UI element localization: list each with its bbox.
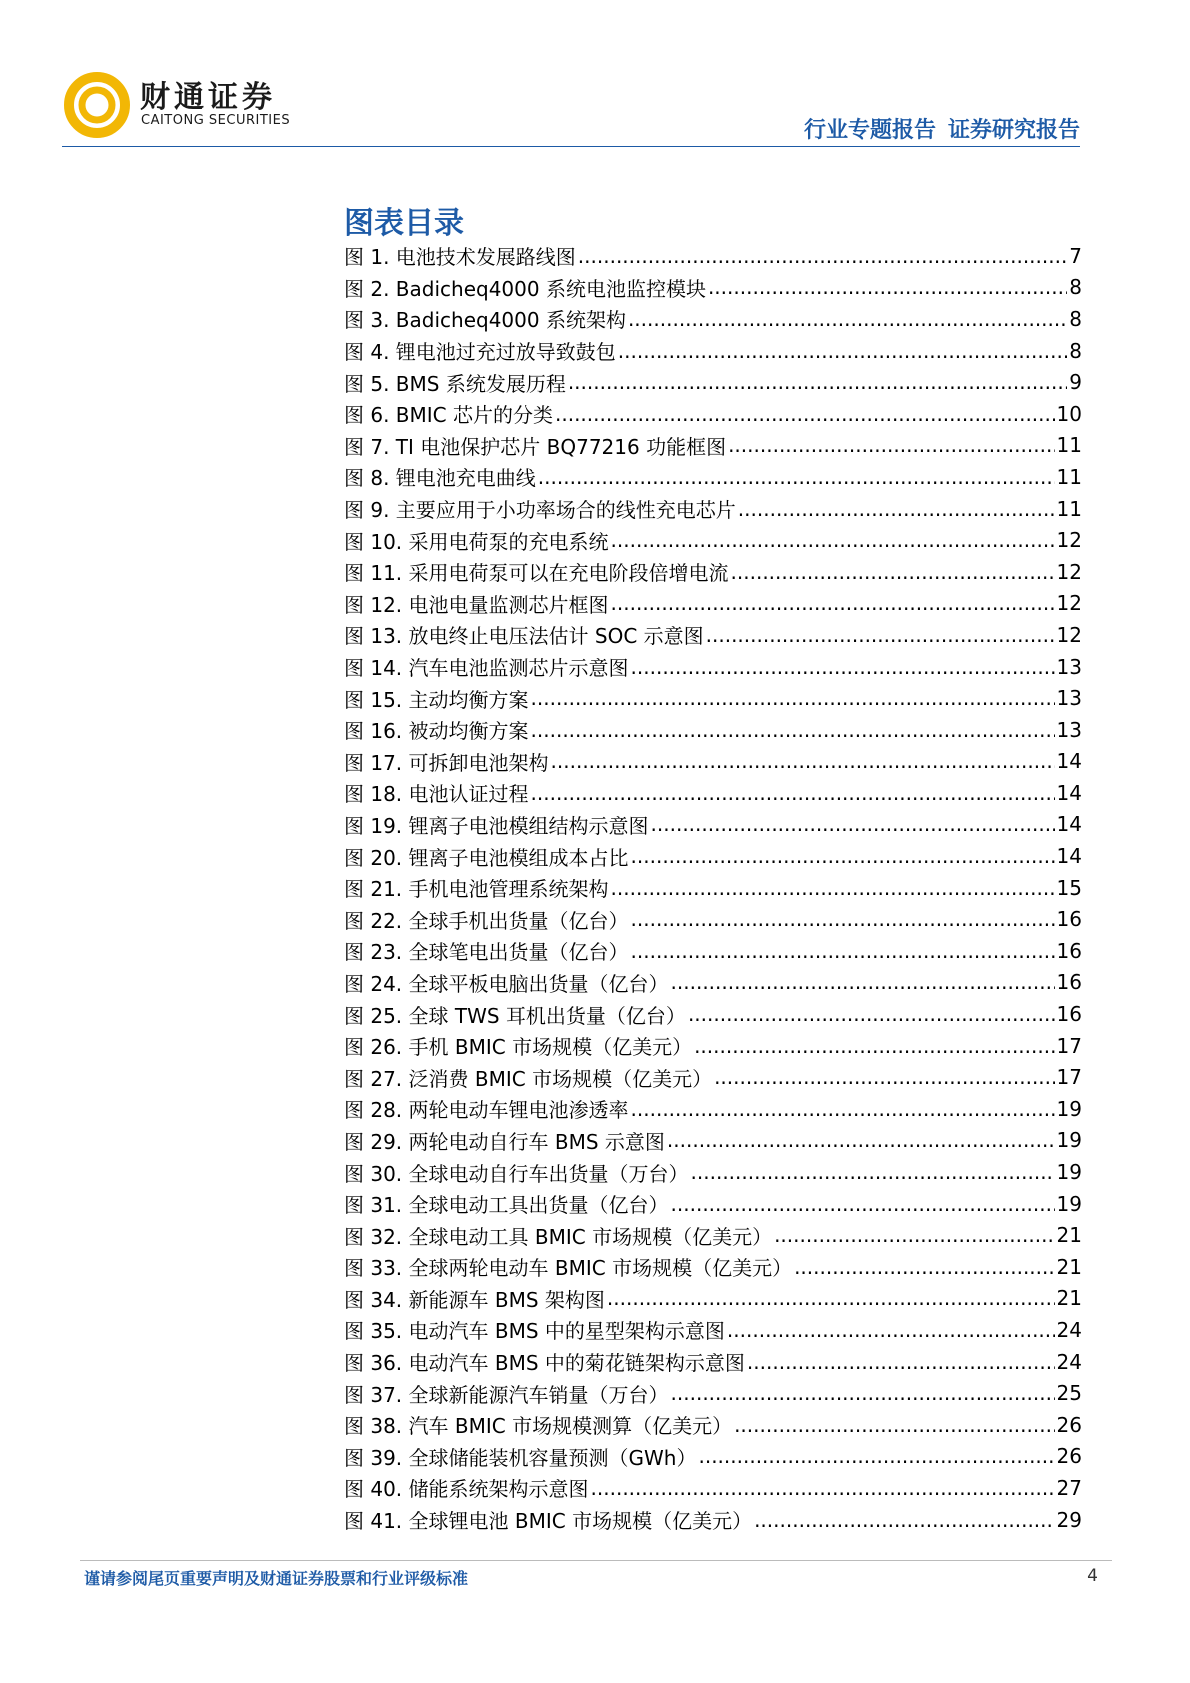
toc-item-page: 21 [1056,1223,1082,1248]
page-number: 4 [1087,1566,1098,1586]
toc-item[interactable] [344,1188,1082,1220]
toc-item[interactable] [344,682,1082,714]
toc-item-page: 12 [1056,591,1082,616]
toc-title: 图表目录 [344,206,464,241]
toc-item[interactable] [344,588,1082,620]
toc-leader-dots [708,277,1067,297]
toc-item-page: 13 [1056,686,1082,711]
toc-item[interactable] [344,240,1082,272]
toc-item-page: 19 [1056,1160,1082,1185]
toc-item-page: 10 [1056,401,1082,426]
toc-item[interactable] [344,619,1082,651]
toc-item[interactable] [344,935,1082,967]
toc-leader-dots [706,625,1055,645]
toc-leader-dots [611,593,1055,613]
toc-item-label: 图 12. 电池电量监测芯片框图 [344,592,609,617]
toc-leader-dots [618,341,1067,361]
toc-item-label: 图 3. Badicheq4000 系统架构 [344,308,626,333]
toc-item-label: 图 9. 主要应用于小功率场合的线性充电芯片 [344,498,736,523]
toc-item-label: 图 40. 储能系统架构示意图 [344,1477,589,1502]
toc-leader-dots [531,720,1055,740]
toc-item[interactable] [344,1409,1082,1441]
toc-item-page: 24 [1056,1349,1082,1374]
toc-item[interactable] [344,366,1082,398]
toc-item-page: 14 [1056,749,1082,774]
toc-item[interactable] [344,1314,1082,1346]
toc-leader-dots [628,309,1067,329]
toc-item-page: 26 [1056,1444,1082,1469]
toc-item-page: 11 [1056,433,1082,458]
toc-item-label: 图 11. 采用电荷泵可以在充电阶段倍增电流 [344,561,729,586]
toc-leader-dots [688,1004,1055,1024]
toc-item[interactable] [344,1219,1082,1251]
toc-leader-dots [731,562,1055,582]
toc-leader-dots [794,1257,1054,1277]
toc-item[interactable] [344,1030,1082,1062]
toc-item-page: 27 [1056,1475,1082,1500]
toc-item-page: 21 [1056,1286,1082,1311]
toc-item-page: 8 [1069,306,1082,331]
report-category: 证券研究报告 [947,118,1080,143]
toc-item-page: 7 [1069,243,1082,268]
toc-item-label: 图 19. 锂离子电池模组结构示意图 [344,813,649,838]
toc-leader-dots [591,1478,1055,1498]
toc-item[interactable] [344,398,1082,430]
toc-leader-dots [631,941,1055,961]
toc-item-label: 图 10. 采用电荷泵的充电系统 [344,529,609,554]
toc-item-page: 29 [1056,1507,1082,1532]
toc-item-label: 图 41. 全球锂电池 BMIC 市场规模（亿美元） [344,1509,753,1534]
toc-item-page: 8 [1069,338,1082,363]
toc-item-page: 17 [1056,1065,1082,1090]
toc-leader-dots [671,1383,1055,1403]
toc-leader-dots [734,1415,1054,1435]
toc-item-page: 21 [1056,1254,1082,1279]
toc-item[interactable] [344,1156,1082,1188]
toc-item-label: 图 17. 可拆卸电池架构 [344,750,549,775]
toc-leader-dots [694,1036,1054,1056]
toc-item-page: 8 [1069,275,1082,300]
toc-item-label: 图 26. 手机 BMIC 市场规模（亿美元） [344,1035,693,1060]
toc-leader-dots [728,435,1054,455]
footer-disclaimer[interactable]: 谨请参阅尾页重要声明及财通证券股票和行业评级标准 [84,1569,469,1588]
toc-item-page: 14 [1056,780,1082,805]
toc-item-page: 25 [1056,1381,1082,1406]
toc-item-page: 13 [1056,654,1082,679]
toc-item-page: 17 [1056,1033,1082,1058]
toc-item[interactable] [344,1441,1082,1473]
toc-leader-dots [671,1194,1055,1214]
toc-item-label: 图 31. 全球电动工具出货量（亿台） [344,1193,669,1218]
brand-name-en: CAITONG SECURITIES [141,113,291,128]
toc-item-label: 图 14. 汽车电池监测芯片示意图 [344,656,629,681]
toc-item-label: 图 4. 锂电池过充过放导致鼓包 [344,340,616,365]
toc-leader-dots [531,783,1055,803]
toc-leader-dots [738,499,1055,519]
toc-item[interactable] [344,430,1082,462]
toc-item[interactable] [344,1251,1082,1283]
toc-leader-dots [667,1130,1055,1150]
toc-item-page: 13 [1056,717,1082,742]
toc-item[interactable] [344,303,1082,335]
toc-item[interactable] [344,272,1082,304]
report-type: 行业专题报告 [803,118,936,143]
toc-item-label: 图 29. 两轮电动自行车 BMS 示意图 [344,1129,665,1154]
toc-leader-dots [631,909,1055,929]
toc-list [344,240,1082,1535]
toc-item[interactable] [344,651,1082,683]
toc-item-label: 图 7. TI 电池保护芯片 BQ77216 功能框图 [344,434,727,459]
toc-item-label: 图 33. 全球两轮电动车 BMIC 市场规模（亿美元） [344,1256,793,1281]
toc-item[interactable] [344,335,1082,367]
report-header [804,113,1080,144]
toc-leader-dots [747,1352,1055,1372]
toc-leader-dots [551,751,1055,771]
toc-leader-dots [714,1067,1054,1087]
toc-item-page: 12 [1056,622,1082,647]
toc-item[interactable] [344,872,1082,904]
toc-leader-dots [651,814,1055,834]
toc-item-label: 图 32. 全球电动工具 BMIC 市场规模（亿美元） [344,1224,773,1249]
toc-item-label: 图 35. 电动汽车 BMS 中的星型架构示意图 [344,1319,725,1344]
toc-item-page: 11 [1056,464,1082,489]
toc-item[interactable] [344,840,1082,872]
toc-item-label: 图 5. BMS 系统发展历程 [344,371,566,396]
toc-leader-dots [607,1288,1055,1308]
toc-item-label: 图 21. 手机电池管理系统架构 [344,877,609,902]
header-divider [62,146,1080,147]
toc-item-label: 图 25. 全球 TWS 耳机出货量（亿台） [344,1003,686,1028]
toc-item[interactable] [344,556,1082,588]
toc-item-label: 图 8. 锂电池充电曲线 [344,466,536,491]
toc-item[interactable] [344,809,1082,841]
toc-leader-dots [698,1446,1054,1466]
toc-item-label: 图 36. 电动汽车 BMS 中的菊花链架构示意图 [344,1351,745,1376]
toc-leader-dots [531,688,1055,708]
toc-item[interactable] [344,1472,1082,1504]
toc-item-page: 14 [1056,812,1082,837]
toc-item-label: 图 6. BMIC 芯片的分类 [344,403,553,428]
toc-item-page: 16 [1056,907,1082,932]
brand-name-cn: 财通证券 [140,80,276,115]
toc-item[interactable] [344,1125,1082,1157]
toc-item-page: 15 [1056,875,1082,900]
toc-leader-dots [631,846,1055,866]
toc-item-label: 图 22. 全球手机出货量（亿台） [344,908,629,933]
toc-item-label: 图 15. 主动均衡方案 [344,687,529,712]
toc-item-label: 图 2. Badicheq4000 系统电池监控模块 [344,276,706,301]
toc-item-label: 图 38. 汽车 BMIC 市场规模测算（亿美元） [344,1414,733,1439]
toc-item-page: 19 [1056,1128,1082,1153]
toc-item-label: 图 1. 电池技术发展路线图 [344,245,576,270]
toc-item-label: 图 18. 电池认证过程 [344,782,529,807]
toc-item-page: 12 [1056,559,1082,584]
toc-leader-dots [611,878,1055,898]
toc-leader-dots [611,530,1055,550]
toc-item-label: 图 37. 全球新能源汽车销量（万台） [344,1382,669,1407]
toc-item-page: 11 [1056,496,1082,521]
toc-item[interactable] [344,1093,1082,1125]
toc-item-page: 26 [1056,1412,1082,1437]
toc-leader-dots [727,1320,1055,1340]
toc-item[interactable] [344,1377,1082,1409]
toc-item[interactable] [344,903,1082,935]
toc-item-page: 16 [1056,938,1082,963]
toc-item[interactable] [344,1346,1082,1378]
toc-leader-dots [774,1225,1054,1245]
toc-item[interactable] [344,777,1082,809]
toc-leader-dots [754,1510,1054,1530]
toc-item-page: 19 [1056,1096,1082,1121]
toc-leader-dots [568,372,1067,392]
toc-item-page: 19 [1056,1191,1082,1216]
toc-item-page: 24 [1056,1317,1082,1342]
toc-item-page: 9 [1069,370,1082,395]
toc-item-label: 图 23. 全球笔电出货量（亿台） [344,940,629,965]
toc-item-label: 图 13. 放电终止电压法估计 SOC 示意图 [344,624,704,649]
toc-leader-dots [631,657,1055,677]
toc-item[interactable] [344,524,1082,556]
toc-item[interactable] [344,461,1082,493]
toc-item-page: 12 [1056,528,1082,553]
toc-item[interactable] [344,998,1082,1030]
toc-item[interactable] [344,967,1082,999]
toc-item[interactable] [344,493,1082,525]
toc-item-label: 图 34. 新能源车 BMS 架构图 [344,1287,605,1312]
toc-leader-dots [538,467,1055,487]
toc-item-label: 图 16. 被动均衡方案 [344,719,529,744]
footer-divider [80,1560,1112,1561]
toc-item[interactable] [344,1504,1082,1536]
toc-item-label: 图 30. 全球电动自行车出货量（万台） [344,1161,689,1186]
toc-item[interactable] [344,1061,1082,1093]
toc-item[interactable] [344,714,1082,746]
toc-leader-dots [631,1099,1055,1119]
toc-item-page: 14 [1056,844,1082,869]
toc-item-label: 图 20. 锂离子电池模组成本占比 [344,845,629,870]
toc-item-label: 图 39. 全球储能装机容量预测（GWh） [344,1445,697,1470]
toc-item[interactable] [344,1283,1082,1315]
toc-item-label: 图 28. 两轮电动车锂电池渗透率 [344,1098,629,1123]
toc-item-page: 16 [1056,1002,1082,1027]
toc-item-label: 图 27. 泛消费 BMIC 市场规模（亿美元） [344,1066,713,1091]
caitong-logo-icon [62,70,132,140]
toc-leader-dots [671,972,1055,992]
toc-leader-dots [578,246,1067,266]
toc-leader-dots [555,404,1055,424]
toc-leader-dots [691,1162,1055,1182]
toc-item-label: 图 24. 全球平板电脑出货量（亿台） [344,971,669,996]
toc-item-page: 16 [1056,970,1082,995]
toc-item[interactable] [344,746,1082,778]
